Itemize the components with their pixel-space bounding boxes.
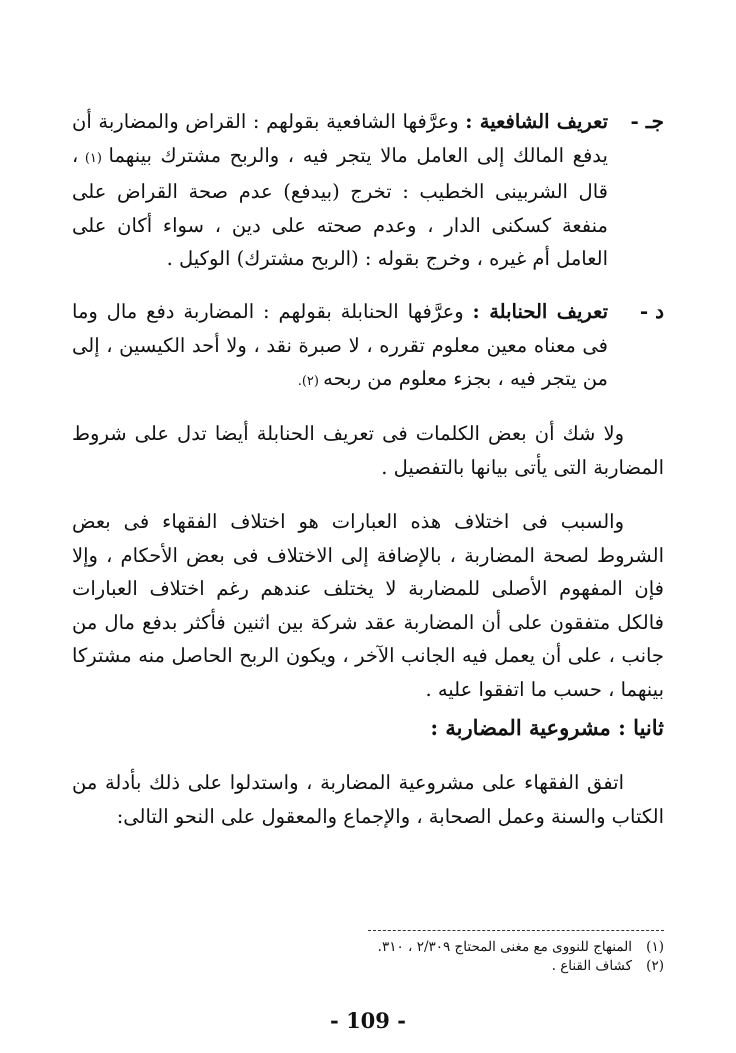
footnote-divider (368, 930, 664, 931)
footnotes (72, 938, 664, 976)
footnote-ref-1: (١) (78, 150, 109, 166)
footnote-2 (72, 957, 664, 976)
definition-shafii-text (72, 105, 608, 276)
item-marker-j: جـ - (630, 109, 664, 133)
definition-shafii-body-cont: ، قال الشربينى الخطيب : تخرج (بيدفع) عدم صحة القراض على منفعة كسكنى الدار ، وعدم صحته على دين ، سواء أكان على العامل أم غيره ، وخرج بقوله : (الربح مشترك) الوكيل . (72, 143, 608, 270)
paragraph-remark: ولا شك أن بعض الكلمات فى تعريف الحنابلة أيضا تدل على شروط المضاربة التى يأتى بيانها بالتفصيل . (72, 422, 664, 479)
footnote-text: كشاف القناع . (551, 958, 632, 974)
paragraph-legitimacy: اتفق الفقهاء على مشروعية المضاربة ، واستدلوا على ذلك بأدلة من الكتاب والسنة وعمل الصحابة ، والإجماع والمعقول على النحو التالى: (72, 771, 664, 828)
definition-shafii-lead: تعريف الشافعية : (465, 110, 608, 133)
paragraph-reason: والسبب فى اختلاف هذه العبارات هو اختلاف الفقهاء فى بعض الشروط لصحة المضاربة ، بالإضافة إلى الاختلاف فى بعض الأحكام ، وإلا فإن المفهوم الأصلى للمضاربة لا يختلف عندهم رغم اختلاف العبارات فالكل متفقون على أن المضاربة عقد شركة بين اثنين فأكثر بدفع مال من جانب ، على أن يعمل فيه الجانب الآخر ، ويكون الربح الحاصل منه مشتركا بينهما ، حسب ما اتفقوا عليه . (72, 510, 664, 701)
definition-hanbali-lead: تعريف الحنابلة : (472, 300, 608, 323)
definition-shafii-body: وعرَّفها الشافعية بقولهم : القراض والمضاربة أن يدفع المالك إلى العامل مالا يتجر فيه ، والربح مشترك بينهما (72, 110, 608, 167)
footnote-number: (١) (646, 939, 664, 955)
definition-hanbali (72, 295, 664, 399)
footnote-1 (72, 938, 664, 957)
footnote-ref-2: (٢). (297, 374, 324, 389)
item-marker-d: د - (639, 299, 664, 323)
section-heading: ثانيا : مشروعية المضاربة : (430, 715, 664, 740)
definition-shafii (72, 105, 664, 276)
definition-hanbali-body: وعرَّفها الحنابلة بقولهم : المضاربة دفع مال وما فى معناه معين معلوم تقرره ، لا صبرة نقد ، ولا أحد الكيسين ، إلى من يتجر فيه ، بجزء معلوم من ربحه (72, 300, 608, 390)
definition-hanbali-text (72, 295, 608, 399)
footnote-number: (٢) (646, 958, 664, 974)
page-number: - 109 - (330, 1008, 406, 1033)
footnote-text: المنهاج للنووى مع مغنى المحتاج ٢/٣٠٩ ، ٣١٠. (377, 939, 632, 955)
